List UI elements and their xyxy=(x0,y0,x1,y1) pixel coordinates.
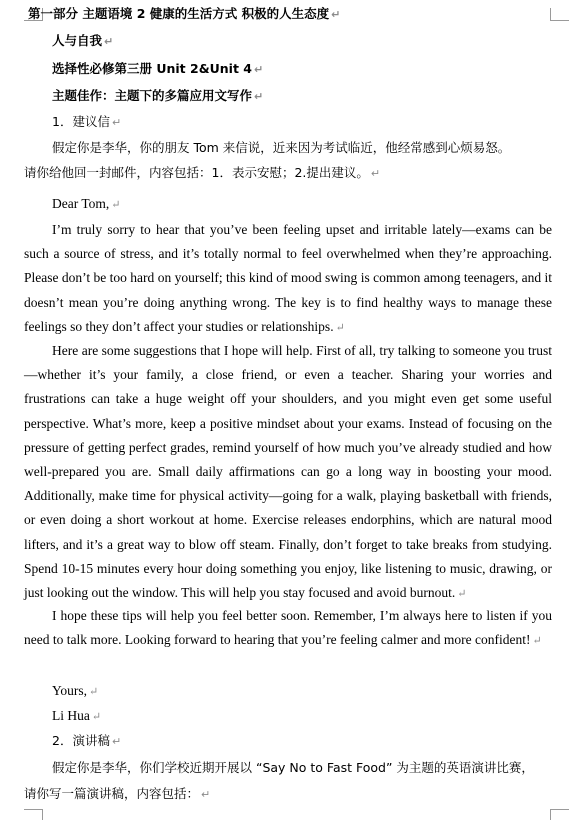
task2-heading: 2．演讲稿 ↵ xyxy=(52,733,122,748)
task1-heading: 1．建议信 ↵ xyxy=(52,114,122,129)
task1-prompt-line2: 请你给他回一封邮件，内容包括：1．表示安慰；2.提出建议。 ↵ xyxy=(24,165,381,180)
section-title: 第一部分 主题语境 2 健康的生活方式 积极的人生态度 ↵ xyxy=(28,6,341,21)
letter-paragraph-1: I’m truly sorry to hear that you’ve been feeling upset and irritable lately—exams can be such a source of stress, and it’s totally normal to feel overwhelmed when they’re approaching. Please don’t be too hard on yourself; this kind of mood swing is common among teenagers, and it doesn’t mean you’re doing anything wrong. The key is to find healthy ways to manage these feelings so they don’t affect your studies or relationships. ↵ xyxy=(24,222,552,334)
sub-title: 人与自我 ↵ xyxy=(52,33,114,48)
page-corner-mark xyxy=(550,809,569,820)
book-title: 选择性必修第三册 Unit 2&Unit 4 ↵ xyxy=(52,61,264,76)
page-corner-mark xyxy=(24,809,43,820)
letter-paragraph-3: I hope these tips will help you feel better soon. Remember, I’m always here to listen if you need to talk more. Looking forward to hearing that you’re feeling calmer and more confident! ↵ xyxy=(24,608,552,648)
letter-greeting: Dear Tom, ↵ xyxy=(52,196,121,211)
letter-paragraph-2: Here are some suggestions that I hope will help. First of all, try talking to someone you trust—whether it’s your family, a close friend, or even a teacher. Sharing your worries and frustrations can take a huge weight off your shoulders, and you might even get some useful perspective. What’s more, keep a positive mindset about your exams. Instead of focusing on the pressure of getting perfect grades, remind yourself of how much you’ve already studied and how well-prepared you are. Small daily affirmations can go a long way in boosting your mood. Additionally, make time for physical activity—going for a walk, playing basketball with friends, or even doing a short workout at home. Exercise releases endorphins, which are natural mood lifters, and it’s a great way to blow off steam. Finally, don’t forget to take breaks from studying. Spend 10-15 minutes every hour doing something you enjoy, like listening to music, drawing, or just looking out the window. This will help you stay focused and avoid burnout. ↵ xyxy=(24,343,552,601)
letter-signature: Li Hua ↵ xyxy=(52,708,102,723)
task1-prompt-line1: 假定你是李华，你的朋友 Tom 来信说，近来因为考试临近，他经常感到心烦易怒。 xyxy=(52,140,511,155)
topic-title: 主题佳作：主题下的多篇应用文写作 ↵ xyxy=(52,88,264,103)
page-corner-mark xyxy=(550,8,569,21)
task2-prompt-line1: 假定你是李华，你们学校近期开展以 “Say No to Fast Food” 为主题的英语演讲比赛， xyxy=(52,760,534,775)
task2-prompt-line2: 请你写一篇演讲稿，内容包括： ↵ xyxy=(24,786,211,801)
letter-closing: Yours, ↵ xyxy=(52,683,99,698)
